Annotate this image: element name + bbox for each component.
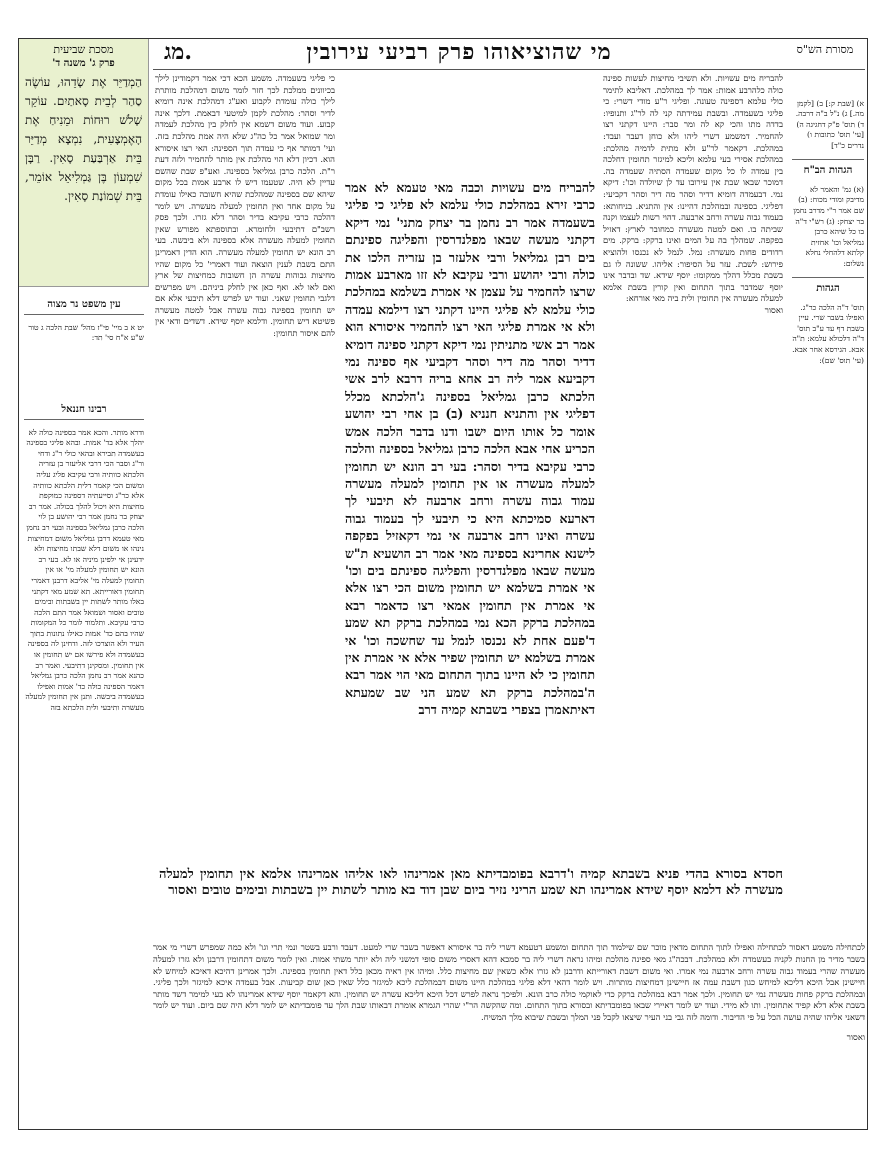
masoret-rule: [792, 159, 864, 160]
gemara-column: [345, 179, 595, 879]
mishna-text: הַמְדַיֵּר אֶת שָׂדֵהוּ, עוֹשֶׂה סַהַר לְבֵית סָאתַיִם. עוֹקֵר שָׁלֹשׁ רוּחוֹת וּמֵנִיחַ אֶת הָאֶמְצָעִית, נִמְצָא מְדַיֵּר בֵּית אַרְבַּעַת סָאִין. רַבָּן שִׁמְעוֹן בֶּן גַּמְלִיאֵל אוֹמֵר, בֵּית שְׁמוֹנַת סָאִין.: [25, 75, 142, 203]
page-header-title: מי שהוציאוהו פרק רביעי עירובין: [306, 39, 612, 65]
header-divider: [153, 69, 865, 70]
hananel-text: ודרא מותר. והכא אמר בספינה כולה לא יהלך אלא בד' אמות. ובהא פליגי בספינה בעשמדה תבירא ובהאי כולי ר"ג ודחי ור"ג וסבר הכי דרבי אליעזר בן עזריה הלכתא כוותיה ורבי עקיבא פליג עליה ומשום הכי קאמר דלית הלכתא כוותיה אלא כר"ג וסייעתיה דספינה כמוקפת מחיצות היא ויכול להלך בכולה. אמר רב יצחק בר נחמן אמר רבי יהושע בן לוי הלכה כרבן גמליאל בספינה ובעי רב נחמן מאי טעמא דרבן גמליאל משום דמחיצות נינהו או משום דלא שבתו מחיצות ולא ידעינן אי ילפינן מיניה או לא. בעי רב הונא יש תחומין למעלה מי' או אין תחומין למעלה מי' אליבא דרבנן דאמרי תחומין דאורייתא. תא שמע מאי דקתני באלו מותר לשתות יין בשבתות ובימים טובים ואסור ושמואל אמר התם הלכה כרבי עקיבא. ותלמוד לומר כל המקומות שהיו בהם כד' אמות כאילו נתונות בתוך העיר ולא הוצרכו לזה. ודחינן לה בספינה בעשמדה ולא פירשו אם יש תחומין או אין תחומין. ומסקינן דתיבעי. ואמר רב כהנא אמר רב נחמן הלכה כרבן גמליאל דאמר הספינה כולה כד' אמות ואפילו בעשמדה ביבשה. ותנן אין תחומין למעלה מעשרה ותיבעי ולית הלכתא בזה: [25, 427, 144, 713]
hananel-rule: [24, 419, 144, 420]
tosafot-column: [155, 73, 335, 863]
gemara-continuation: [159, 867, 783, 931]
folio-number: מג.: [164, 39, 192, 65]
tosafot-bottom: [153, 934, 865, 1124]
masoret-header: מסורת הש"ס: [796, 43, 854, 56]
masoret-column: [789, 91, 867, 1051]
tosafot-text: כי פליגי בשעמדה. משמע הכא דכי אמר דקמודינן לילך בכיוונים ממלכת לכך חזר לומר משום דמהלכת מותרת לילך כולה עומדת לקבוע ואע"ג דמהלכת אינה דומיא לדיר וסהר: מהלכת לקמן למיטעי דבאמת. דלכך אינה קבוע. ועוד משום דשמא אין לחלק בין מהלכת לעמדה ומר שמואל אמר כל כה"ג שלא היה אמת מהלכת בזה. ועי' דמותר אף כי עמדה תוך הספינה: האי רצו איסורא הוא. דכיון דלא הוי מהלכת אין מותר להחמיר ולזה דעת ר"ת. הלכה כרבן גמליאל בספינה. ואע"פ שבת שהשם עדיין לא היה. שטעמו דיש לו ארבע אמות בכל מקום שיהא שם בספינה שמהלכת שהיא חשובה כאילו עומדת על מקום אחד ואין תחומין למעלה מעשרה. ויש לומר דהלכה כרבי עקיבא בדיר וסהר דלא גזרו. ולכך פסק רשב"ם דתיבעי ולחומרא. ובתוספתא מפורש שאין תחומין למעלה מעשרה אלא בספינה ולא ביבשה. בעי רב הונא יש תחומין למעלה מעשרה. הוא הדין דאמרינן התם בשבת לענין הוצאה ועוד דאמרי' כל מקום שהיו מחיצות גבוהות עשרה הן חשובות כמחיצות של ארץ ואם לאו לא. ואף כאן אין לחלק ביניהם. ויש מפרשים דלגבי תחומין שאני. ועוד יש לפרש דלא תיבעי אלא אם יש תחומין בספינה גבוה עשרה אבל למטה מעשרה פשיטא דיש תחומין. ודלמא יוסף שידא. דשדים ודאי אין להם איסור תחומין:: [155, 73, 335, 339]
masoret-text: א) [שבת ק:] ב) [לקמן מה.] ג) נ"ל ב"ה דרבה. ד) תוס' פ"ק דחגיגה ה) [עי' תוס' כתובות ו) נדרים כ"ד]: [795, 98, 864, 150]
tosafot-bottom-end: ואסור: [846, 1031, 865, 1042]
mishna-box: [19, 39, 149, 287]
ein-mishpat-title: עין משפט נר מצוה: [47, 299, 121, 310]
ein-rule: [24, 314, 144, 315]
talmud-page: [18, 38, 868, 1130]
hagahot-bach-text: (א) גמ' והאמר לא מדיבק ומודי מכוח: (ב) שם אמר ר"י מדרב נחמן בר יצחק: (ג) רש"י ד"ה בו כל שיהא כרבן גמליאל וכו' אחזית קלתא דלהחלי נחלא נשלום:: [793, 184, 864, 268]
gemara-tail-text: חסדא בסורא בהדי פניא בשבתא קמיה ו'דרבא בפומבדיתא מאן אמרינהו לאו אליהו אמרינהו אלמא אין תחומין למעלה מעשרה לא דלמא יוסף שידא אמרינהו תא שמע הריני נזיר ביום שבן דוד בא מותר לשתות יין בשבתות ובימים טובים ואסור: [159, 867, 783, 898]
tosafot-bottom-text: לכתחילה משמע דאסור לכתחילה ואפילו לתוך התחום מדאין מוכר שם שילמוד תוך התחום ומשמע דטעמא דשרי ליה בר איסורא דאפשר בשבר שרי למעט. דעבד ורבע בשטר ונמי תרי וגו' ולא כמה שמפרש דשרי מי אמר בשבר מדיר מן החנות לקניה בעשמדה ולא כמהלכת. דבכה"ג מאי ספינה מהלכת ומיהו נראה דשרי ליה בר סמכא דהא דאסרי משום סופי דמשני ליה ולא יותר משתי אמות. ואין לומר משום דתחומין דרבנן ולא גזרו למעלה מעשרה שהרי בעמוד גבוה עשרה ורחב ארבעה נמי אמרו. ואי משום דשבת דאורייתא ודרבנן לא גזרו אלא כשאין שם מחיצות כלל. ומיהו אין ראיה מכאן כלל דאין תחומין בספינה. ולכך אמרינן דהיכא דאיכא למיחש לא חיישינן אבל היכא דליכא למיחש כגון דשבת עמה אז חיישינן דמחיצות מותרות. ויש לומר דהאי דלא פליגי במהלכת היינו משום דבמהלכת ליכא למיגזר כלל שאין כאן שום קביעות. אבל בעמדה איכא למיגזר ולכך פליגי. ובמהלכת ברקק פחות מעשרה נמי יש תחומין. ולכך אמר רבא במהלכת ברקק כדי לאוקמי כולה כרב הונא. ולפיכך נראה לפרש דכל היכא דליכא עשרה יש תחומין. והא דקאמר יוסף שידא אמרינהו לא בעי למימר דשד מותר בשבת אלא דלא קפיד אתחומין. ותו לא מידי. ועוד יש לומר דאיירי שבאו בפומבדיתא ובסורא בתוך התחום. ומה שהקשה הר"י שהרי הגמרא אומרת דבאותו שבת הלך עד פומבדיתא יש לומר דלא היה שם ביום. ועוד יש לומר דשאני אליהו שהיה עושה הכל על פי הדיבור. ודומה לזה גבי בני העיר שיצאו לקבל פני המלך ובשבת שיבוא מלך המשיח.: [153, 942, 865, 1022]
hagahot-rule: [792, 277, 864, 278]
ein-mishpat-text: יט א ב מיי' פי"ז מהל' שבת הלכה ג טור ש"ע א"ח סי' תד:: [28, 322, 144, 343]
gemara-text: להבריח מים עשויות וכבה מאי טעמא לא אמר כרבי זירא במהלכת כולי עלמא לא פליגי כי פליגי בשעמדה אמר רב נחמן בר יצחק מתני' נמי דיקא דקתני מעשה שבאו מפלנדרסין והפליגה ספינתם בים רבן גמליאל ורבי אלעזר בן עזריה הלכו את כולה ורבי יהושע ורבי עקיבא לא זזו מארבע אמות שרצו להחמיר על עצמן אי אמרת בשלמא במהלכת כולי עלמא לא פליגי היינו דקתני רצו דילמא עמדה ולא אי אמרת פליגי האי רצו להחמיר איסורא הוא אמר רב אשי מתניתין נמי דיקא דקתני ספינה דומיא דדיר וסהר מה דיר וסהר דקביעי אף ספינה נמי דקביעא אמר ליה רב אחא בריה דרבא לרב אשי הלכתא כרבן גמליאל בספינה ג'הלכתא מכלל דפליגי אין והתניא חנניא (ב) בן אחי רבי יהושע אומר כל אותו היום ישבו ודנו בדבר הלכה אמש הכריע אחי אבא הלכה כרבן גמליאל בספינה והלכה כרבי עקיבא בדיר וסהר: בעי רב הונא יש תחומין למעלה מעשרה או אין תחומין למעלה מעשרה עמוד גבוה עשרה ורחב ארבעה לא תיבעי לך דארעא סמיכתא היא כי תיבעי לך בעמוד גבוה עשרה ואינו רחב ארבעה אי נמי דקאזיל בפקפה לישנא אחרינא בספינה מאי אמר רב הושעיא ת"ש מעשה שבאו מפלנדרסין והפליגה ספינתם בים וכו' אי אמרת בשלמא יש תחומין משום הכי רצו אלא אי אמרת אין תחומין אמאי רצו כדאמר רבא במהלכת ברקק הכא נמי במהלכת ברקק תא שמע ד'פעם אחת לא נכנסו לנמל עד שחשכה וכו' אי אמרת בשלמא יש תחומין שפיר אלא אי אמרת אין תחומין כי לא היינו בתוך התחום מאי הוי אמר רבא ה'במהלכת ברקק תא שמע הני שב שמעתא דאיתאמרן בצפרי בשבתא קמיה דרב: [345, 180, 595, 718]
mishna-tractate: מסכת שביעית: [53, 43, 114, 56]
rabbeinu-hananel: [19, 399, 149, 949]
rashi-column: [603, 73, 783, 863]
gilyon-text: תוס' ד"ה הלכה כר"ג. ואפילו בשבר שרי. עיין בשבת דף עד ע"ב תוס' ד"ה דלכולא עלמא: ת"ה אבא. הגירסא אחר אבא. (עי' תוס' שם):: [792, 302, 864, 365]
gilyon-title: הגהות: [816, 283, 840, 295]
hananel-title: רבינו חננאל: [61, 404, 107, 415]
rashi-text: להבריח מים עשויות. ולא תשיבי מחיצות לעשות ספינה כולה כלהרבע אמות: אמר לך במהלכת. דאליבא לתימר כולי עלמא דספינה טעונה. ופליגי ר"ע מודי דשרי: כי פליגי בשעמדה. ובשבת עמידתה קני לה לר"ג ותנופיו: בדדה מתו והכי קא לה ומר סבר: היינו דקתני רצו להחמיר. דמשמע דשרי ליהו ולא כוחן דעבר ועבד: במהלכת. דקאמר לר"ע ולא מתית לדמיה מהלכת: במהלכת אסירי בעי עלמא וליכא למיגזר תחומין דחלכה בין עמדה לו כל מקום שעמדה הסתיה שעמדה בה. דמוכר שבאו שבת אין עירובו עד לן שיולדה וכו': דיקא נמי. דבעמדה דומיא דדיר וסהר מה דיר וסהר דקביעי: דפליגי. בספינה ובמהלכת דהיינו: אין והתניא. בניחותא: בעמוד גבוה עשרה ורחב ארבעה. דהוי רשות לעצמו וקנה שביתה בו. ואם למטה מעשרה כמחובר לארץ: דאזיל בפקפה. שמהלך בה על המים ואינו ברקק: ברקק. מים רדודים פחות מעשרה: נמל. לנמל לא נכנסו ולהוציא פירוש: לשבת. עזר על הסיפור: אליהו. ששונה לו גם בשבת מכלל דהלך ממקומו: יוסף שידא. שד ובדבר אינו יוסף שמדבר בתוך התחום ואין קורין בשבת אלמא למעלה מעשרה אין תחומין ולית ביה מאי אורחא:: [603, 73, 783, 304]
ein-mishpat: [19, 294, 149, 394]
hagahot-bach-title: הגהות הב"ח: [803, 165, 853, 177]
rashi-tail: ואסור: [764, 304, 783, 315]
mishna-chapter: פרק ג' משנה ד': [52, 58, 115, 69]
